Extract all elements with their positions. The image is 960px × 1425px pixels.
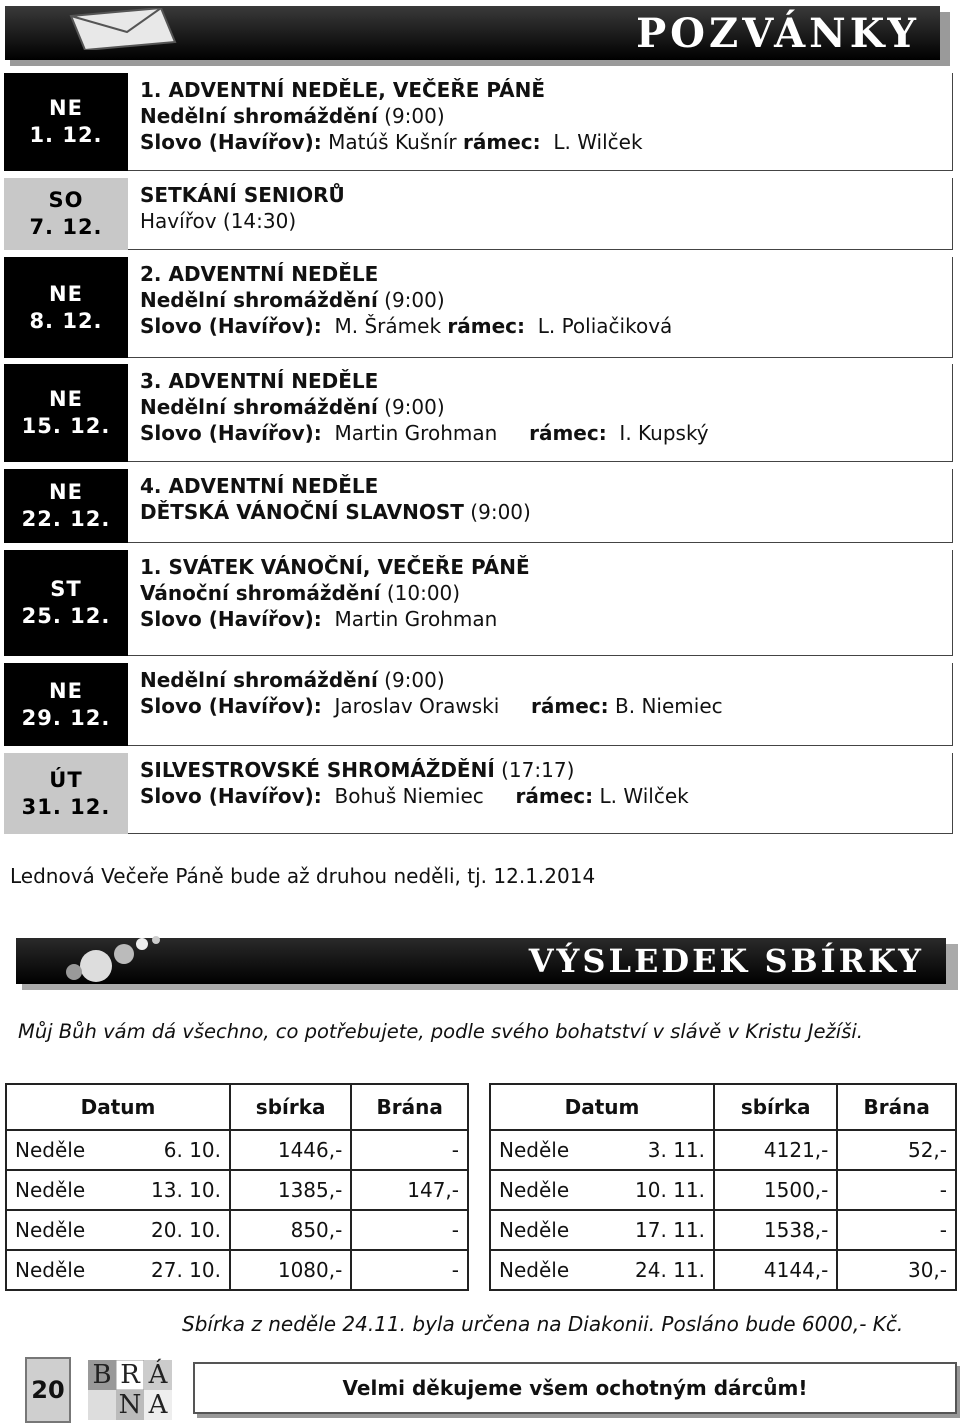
- collection-table-right: [489, 1083, 957, 1291]
- event-date-box: [4, 257, 128, 358]
- collection-footnote: Sbírka z neděle 24.11. byla určena na Diakonii. Posláno bude 6000,- Kč.: [182, 1312, 904, 1336]
- event-date-box: [4, 469, 128, 543]
- event-text: Martin Grohman: [321, 607, 498, 631]
- event-text: Havířov (14:30): [140, 209, 297, 233]
- event-text: (17:17): [494, 758, 575, 782]
- table-row: [6, 1250, 468, 1290]
- table-cell: 52,-: [837, 1130, 956, 1170]
- event-row: [4, 257, 953, 358]
- table-cell: 10. 11.: [589, 1170, 714, 1210]
- event-date-box: [4, 73, 128, 171]
- event-text: 1. SVÁTEK VÁNOČNÍ, VEČEŘE PÁNĚ: [140, 555, 530, 579]
- event-line: [140, 580, 952, 606]
- column-header: Datum: [490, 1084, 714, 1130]
- table-row: [490, 1210, 956, 1250]
- event-date: 31. 12.: [21, 794, 111, 819]
- header-banner: [5, 6, 940, 60]
- event-line: [140, 554, 952, 580]
- event-text: SETKÁNÍ SENIORŮ: [140, 183, 345, 207]
- event-text: 4. ADVENTNÍ NEDĚLE: [140, 474, 379, 498]
- event-date: 7. 12.: [29, 215, 103, 239]
- event-details: [128, 663, 953, 746]
- table-cell: 1080,-: [230, 1250, 351, 1290]
- table-cell: 147,-: [351, 1170, 468, 1210]
- event-row: [4, 663, 953, 746]
- event-text: Slovo (Havířov):: [140, 784, 322, 808]
- table-row: [490, 1250, 956, 1290]
- event-text: rámec:: [463, 130, 541, 154]
- event-weekday: ST: [50, 577, 82, 601]
- event-text: Slovo (Havířov):: [140, 421, 322, 445]
- table-row: [6, 1210, 468, 1250]
- event-row: [4, 73, 953, 171]
- event-line: [140, 757, 952, 783]
- table-cell: 24. 11.: [589, 1250, 714, 1290]
- event-line: [140, 261, 952, 287]
- thanks-box: Velmi děkujeme všem ochotným dárcům!: [193, 1362, 957, 1414]
- table-cell: Neděle: [6, 1130, 105, 1170]
- event-text: M. Šrámek: [321, 314, 448, 338]
- table-cell: 1385,-: [230, 1170, 351, 1210]
- event-text: Slovo (Havířov):: [140, 314, 322, 338]
- event-details: [128, 469, 953, 543]
- event-date-box: [4, 753, 128, 834]
- event-date-box: [4, 364, 128, 462]
- table-cell: -: [837, 1170, 956, 1210]
- event-line: [140, 287, 952, 313]
- table-row: [6, 1170, 468, 1210]
- event-text: 2. ADVENTNÍ NEDĚLE: [140, 262, 379, 286]
- event-weekday: NE: [49, 281, 83, 306]
- table-cell: Neděle: [490, 1250, 589, 1290]
- event-date: 1. 12.: [29, 123, 103, 147]
- logo-letter: N: [118, 1390, 142, 1420]
- event-line: [140, 208, 952, 234]
- envelope-icon: [65, 8, 185, 50]
- event-text: rámec:: [529, 421, 607, 445]
- event-text: SILVESTROVSKÉ SHROMÁŽDĚNÍ: [140, 758, 495, 782]
- event-text: Nedělní shromáždění: [140, 395, 378, 419]
- event-line: [140, 693, 952, 719]
- column-header: Brána: [351, 1084, 468, 1130]
- event-text: (9:00): [463, 500, 531, 524]
- table-cell: 1500,-: [714, 1170, 837, 1210]
- header-title: POZVÁNKY: [636, 10, 920, 57]
- table-cell: -: [351, 1130, 468, 1170]
- event-text: L. Wilček: [593, 784, 689, 808]
- bible-verse: Můj Bůh vám dá všechno, co potřebujete, podle svého bohatství v slávě v Kristu Ježíši.: [18, 1020, 863, 1043]
- event-date-box: [4, 550, 128, 656]
- event-details: [128, 364, 953, 462]
- collection-banner: [16, 938, 946, 984]
- event-text: rámec:: [447, 314, 526, 338]
- table-row: [490, 1170, 956, 1210]
- table-header-row: [490, 1084, 956, 1130]
- table-cell: 4144,-: [714, 1250, 837, 1290]
- event-text: Matúš Kušnír: [321, 130, 463, 154]
- event-line: [140, 103, 952, 129]
- table-cell: -: [837, 1210, 956, 1250]
- event-line: [140, 77, 952, 103]
- event-weekday: NE: [49, 480, 83, 504]
- event-date: 8. 12.: [29, 308, 103, 333]
- event-line: [140, 420, 952, 446]
- event-text: Martin Grohman: [321, 421, 530, 445]
- event-text: (9:00): [377, 395, 445, 419]
- bubbles-icon: [56, 930, 166, 986]
- event-line: [140, 667, 952, 693]
- supper-note: Lednová Večeře Páně bude až druhou neděli, tj. 12.1.2014: [10, 864, 596, 888]
- event-line: [140, 473, 952, 499]
- event-text: Vánoční shromáždění: [140, 581, 381, 605]
- table-row: [490, 1130, 956, 1170]
- event-line: [140, 394, 952, 420]
- event-text: (9:00): [377, 288, 445, 312]
- event-date: 25. 12.: [21, 604, 111, 628]
- event-date-box: [4, 178, 128, 250]
- event-date: 15. 12.: [21, 414, 111, 438]
- table-cell: 13. 10.: [105, 1170, 230, 1210]
- column-header: Brána: [837, 1084, 956, 1130]
- event-text: Bohuš Niemiec: [321, 784, 516, 808]
- event-details: [128, 257, 953, 358]
- event-details: [128, 753, 953, 834]
- table-cell: -: [351, 1250, 468, 1290]
- event-text: 3. ADVENTNÍ NEDĚLE: [140, 369, 379, 393]
- event-weekday: NE: [49, 96, 83, 120]
- column-header: sbírka: [230, 1084, 351, 1130]
- column-header: sbírka: [714, 1084, 837, 1130]
- event-row: [4, 753, 953, 834]
- table-row: [6, 1130, 468, 1170]
- event-details: [128, 550, 953, 656]
- logo-letter: B: [92, 1360, 112, 1390]
- event-details: [128, 178, 953, 250]
- event-text: rámec:: [531, 694, 609, 718]
- event-line: [140, 129, 952, 155]
- event-line: [140, 368, 952, 394]
- table-cell: 1446,-: [230, 1130, 351, 1170]
- table-cell: 27. 10.: [105, 1250, 230, 1290]
- event-text: DĚTSKÁ VÁNOČNÍ SLAVNOST: [140, 500, 464, 524]
- table-cell: Neděle: [6, 1250, 105, 1290]
- table-cell: 6. 10.: [105, 1130, 230, 1170]
- event-date-box: [4, 663, 128, 746]
- page-number: 20: [25, 1357, 71, 1423]
- event-row: [4, 364, 953, 462]
- event-text: Slovo (Havířov):: [140, 607, 322, 631]
- event-text: Jaroslav Orawski: [321, 694, 532, 718]
- table-header-row: [6, 1084, 468, 1130]
- table-cell: 1538,-: [714, 1210, 837, 1250]
- event-row: [4, 550, 953, 656]
- event-text: (9:00): [377, 104, 445, 128]
- event-text: 1. ADVENTNÍ NEDĚLE, VEČEŘE PÁNĚ: [140, 78, 546, 102]
- table-cell: 20. 10.: [105, 1210, 230, 1250]
- event-text: Slovo (Havířov):: [140, 694, 322, 718]
- event-weekday: NE: [49, 678, 83, 703]
- event-text: Nedělní shromáždění: [140, 104, 378, 128]
- table-cell: 30,-: [837, 1250, 956, 1290]
- event-weekday: SO: [48, 188, 84, 212]
- table-cell: Neděle: [6, 1170, 105, 1210]
- collection-table-left: [5, 1083, 469, 1291]
- event-text: Nedělní shromáždění: [140, 668, 378, 692]
- event-text: (10:00): [380, 581, 461, 605]
- event-text: B. Niemiec: [608, 694, 723, 718]
- event-row: [4, 178, 953, 250]
- logo-letter: Á: [148, 1360, 168, 1390]
- logo-letter: A: [148, 1390, 168, 1420]
- event-weekday: ÚT: [49, 767, 83, 792]
- table-cell: -: [351, 1210, 468, 1250]
- table-cell: Neděle: [6, 1210, 105, 1250]
- event-text: Nedělní shromáždění: [140, 288, 378, 312]
- event-text: rámec:: [515, 784, 594, 808]
- event-date: 29. 12.: [21, 705, 111, 730]
- event-weekday: NE: [49, 387, 83, 411]
- event-row: [4, 469, 953, 543]
- event-line: [140, 499, 952, 525]
- collection-title: VÝSLEDEK SBÍRKY: [528, 942, 924, 980]
- table-cell: 850,-: [230, 1210, 351, 1250]
- table-cell: 17. 11.: [589, 1210, 714, 1250]
- column-header: Datum: [6, 1084, 230, 1130]
- event-text: L. Wilček: [540, 130, 643, 154]
- event-line: [140, 313, 952, 339]
- logo-letter: R: [120, 1360, 140, 1390]
- table-cell: Neděle: [490, 1210, 589, 1250]
- event-text: I. Kupský: [606, 421, 709, 445]
- table-cell: 4121,-: [714, 1130, 837, 1170]
- table-cell: Neděle: [490, 1130, 589, 1170]
- table-cell: 3. 11.: [589, 1130, 714, 1170]
- event-date: 22. 12.: [21, 507, 111, 531]
- event-text: Slovo (Havířov):: [140, 130, 322, 154]
- table-cell: Neděle: [490, 1170, 589, 1210]
- event-details: [128, 73, 953, 171]
- event-line: [140, 783, 952, 809]
- event-text: L. Poliačiková: [525, 314, 673, 338]
- event-line: [140, 606, 952, 632]
- brana-logo: [88, 1360, 172, 1422]
- event-line: [140, 182, 952, 208]
- event-text: (9:00): [377, 668, 445, 692]
